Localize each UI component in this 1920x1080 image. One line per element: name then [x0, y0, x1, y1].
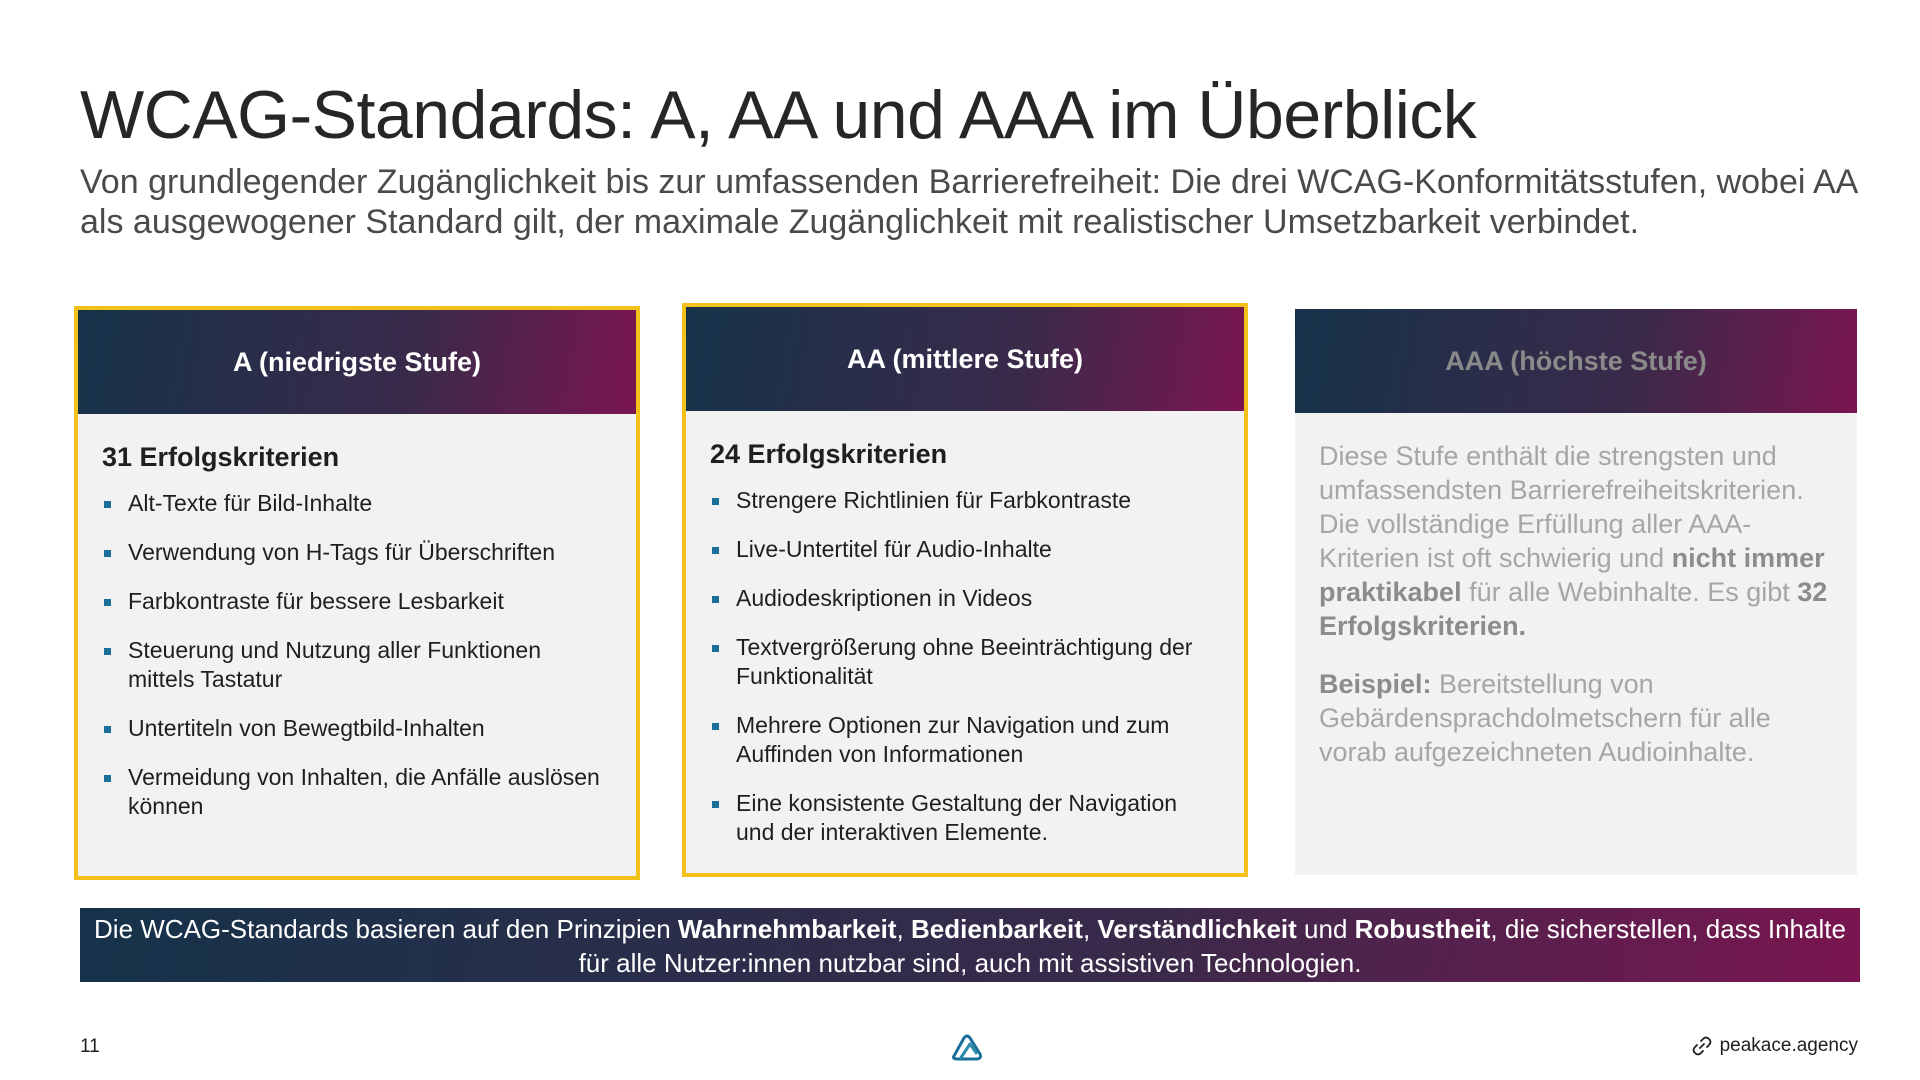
card-level-aaa — [1295, 309, 1857, 875]
list-item: Live-Untertitel für Audio-Inhalte — [710, 535, 1220, 564]
card-aaa-body — [1295, 413, 1857, 769]
footer-website-link[interactable] — [1692, 1035, 1858, 1057]
banner-principle: Robustheit — [1354, 914, 1491, 944]
card-a-list — [102, 489, 612, 821]
list-item: Steuerung und Nutzung aller Funktionen mittels Tastatur — [102, 636, 612, 694]
banner-text: , — [896, 914, 911, 944]
card-aaa-heading: AAA (höchste Stufe) — [1295, 309, 1857, 413]
card-a-body — [78, 414, 636, 821]
list-item: Mehrere Optionen zur Navigation und zum Auffinden von Informationen — [710, 711, 1220, 769]
list-item: Vermeidung von Inhalten, die Anfälle auslösen können — [102, 763, 612, 821]
list-item: Eine konsistente Gestaltung der Navigation und der interaktiven Elemente. — [710, 789, 1220, 847]
banner-text: , die sicherstellen, dass Inhalte für alle Nutzer:innen nutzbar sind, auch mit assistiven Technologien. — [578, 914, 1846, 978]
list-item: Audiodeskriptionen in Videos — [710, 584, 1220, 613]
banner-text: und — [1296, 914, 1355, 944]
card-aa-criteria-count: 24 Erfolgskriterien — [710, 439, 948, 469]
list-item: Alt-Texte für Bild-Inhalte — [102, 489, 612, 518]
peakace-logo-icon — [950, 1032, 984, 1062]
list-item: Farbkontraste für bessere Lesbarkeit — [102, 587, 612, 616]
aaa-text-part: für alle Webinhalte. Es gibt — [1461, 577, 1798, 607]
link-icon — [1692, 1036, 1712, 1056]
card-aaa-example — [1319, 663, 1833, 769]
aaa-text-bold: nicht immer praktikabel — [1319, 543, 1825, 607]
card-aa-list — [710, 486, 1220, 847]
aaa-criteria-count: 32 Erfolgskriterien. — [1319, 577, 1828, 641]
aaa-example-label: Beispiel: — [1319, 669, 1432, 699]
card-level-a — [74, 306, 640, 880]
slide-subtitle: Von grundlegender Zugänglichkeit bis zur umfassenden Barrierefreiheit: Die drei WCAG-Konformitätsstufen, wobei AA als ausgewogener Standard gilt, der maximale Zugänglichkeit mit realistischer Umsetzbarkeit verbindet. — [80, 163, 1857, 241]
card-a-heading: A (niedrigste Stufe) — [78, 310, 636, 414]
list-item: Textvergrößerung ohne Beeinträchtigung der Funktionalität — [710, 633, 1220, 691]
list-item: Verwendung von H-Tags für Überschriften — [102, 538, 612, 567]
banner-text: Die WCAG-Standards basieren auf den Prinzipien — [94, 914, 678, 944]
principles-banner — [80, 908, 1860, 982]
list-item: Strengere Richtlinien für Farbkontraste — [710, 486, 1220, 515]
aaa-text-part: Diese Stufe enthält die strengsten und umfassendsten Barrierefreiheitskriterien. Die vollständige Erfüllung aller AAA-Kriterien ist oft schwierig und — [1319, 441, 1804, 573]
card-level-aa — [682, 303, 1248, 877]
page-number: 11 — [80, 1036, 100, 1057]
card-aa-heading: AA (mittlere Stufe) — [686, 307, 1244, 411]
aaa-example-text: Bereitstellung von Gebärdensprachdolmetschern für alle vorab aufgezeichneten Audioinhalte. — [1319, 669, 1771, 767]
footer-link-text: peakace.agency — [1719, 1035, 1858, 1056]
card-aa-body — [686, 411, 1244, 847]
banner-text: , — [1082, 914, 1098, 944]
banner-principle: Bedienbarkeit — [910, 914, 1083, 944]
banner-principle: Wahrnehmbarkeit — [677, 914, 897, 944]
card-aaa-description — [1319, 435, 1833, 643]
card-a-criteria-count: 31 Erfolgskriterien — [102, 442, 340, 472]
banner-principle: Verständlichkeit — [1097, 914, 1297, 944]
slide-title: WCAG-Standards: A, AA und AAA im Überblick — [80, 77, 1477, 153]
list-item: Untertiteln von Bewegtbild-Inhalten — [102, 714, 612, 743]
